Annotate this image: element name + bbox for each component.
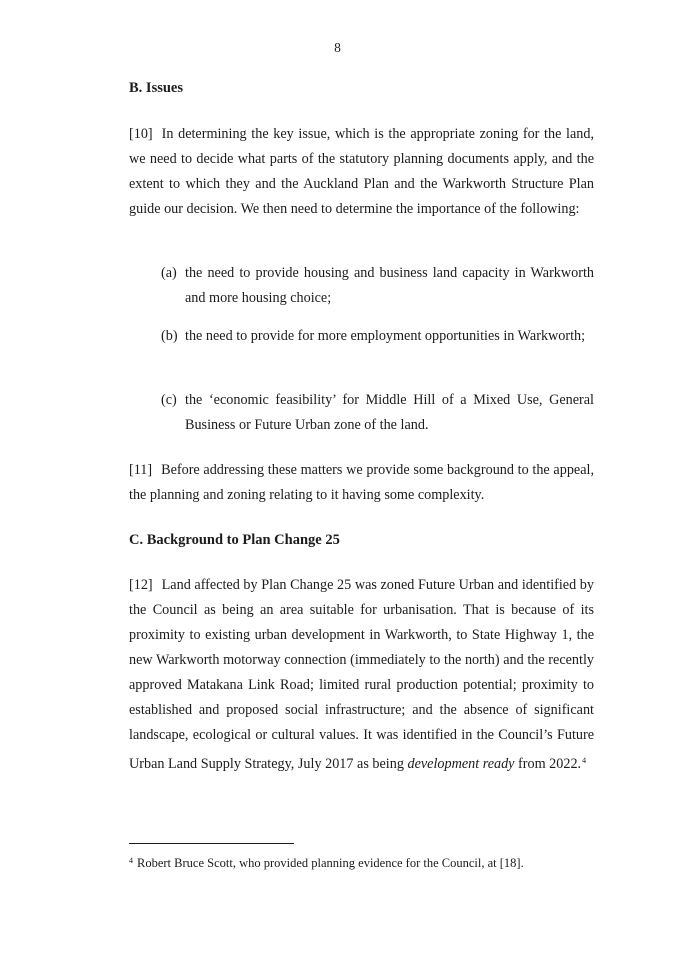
paragraph-12 — [129, 573, 594, 777]
section-heading-issues: B. Issues — [129, 80, 183, 96]
paragraph-text: In determining the key issue, which is the appropriate zoning for the land, we need to decide what parts of the statutory planning documents apply, and the extent to which they and the Auckland Plan and the Warkworth Structure Plan guide our decision. We then need to determine the importance of the following: — [129, 126, 594, 217]
paragraph-text-end: from 2022. — [514, 756, 582, 772]
footnote-reference[interactable]: 4 — [582, 756, 587, 765]
paragraph-number: [12] — [129, 577, 153, 593]
list-item-b — [161, 324, 594, 349]
footnote-divider — [129, 843, 294, 844]
list-item-text: the ‘economic feasibility’ for Middle Hill of a Mixed Use, General Business or Future Urban zone of the land. — [185, 392, 594, 433]
paragraph-number: [11] — [129, 462, 153, 478]
list-marker: (a) — [161, 265, 177, 281]
list-marker: (b) — [161, 328, 178, 344]
footnote-marker: 4 — [129, 856, 133, 865]
page-number: 8 — [334, 40, 341, 55]
paragraph-number: [10] — [129, 126, 153, 142]
paragraph-10 — [129, 122, 594, 222]
paragraph-11 — [129, 458, 594, 508]
section-heading-background: C. Background to Plan Change 25 — [129, 532, 340, 548]
footnote-text: Robert Bruce Scott, who provided planning evidence for the Council, at [18]. — [137, 856, 524, 870]
list-marker: (c) — [161, 392, 177, 408]
paragraph-text: Land affected by Plan Change 25 was zoned Future Urban and identified by the Council as being an area suitable for urbanisation. That is because of its proximity to existing urban development in Warkworth, to State Highway 1, the new Warkworth motorway connection (immediately to the north) and the recently approved Matakana Link Road; limited rural production potential; proximity to established and proposed social infrastructure; and the absence of significant landscape, ecological or cultural values. It was identified in the Council’s Future Urban Land Supply Strategy, July 2017 as being — [129, 577, 594, 772]
footnote — [129, 856, 599, 871]
list-item-a — [161, 261, 594, 311]
list-item-c — [161, 388, 594, 438]
paragraph-text: Before addressing these matters we provide some background to the appeal, the planning and zoning relating to it having some complexity. — [129, 462, 594, 503]
list-item-text: the need to provide for more employment opportunities in Warkworth; — [185, 328, 586, 344]
list-item-text: the need to provide housing and business land capacity in Warkworth and more housing choice; — [185, 265, 594, 306]
emphasis-text: development ready — [407, 756, 515, 772]
